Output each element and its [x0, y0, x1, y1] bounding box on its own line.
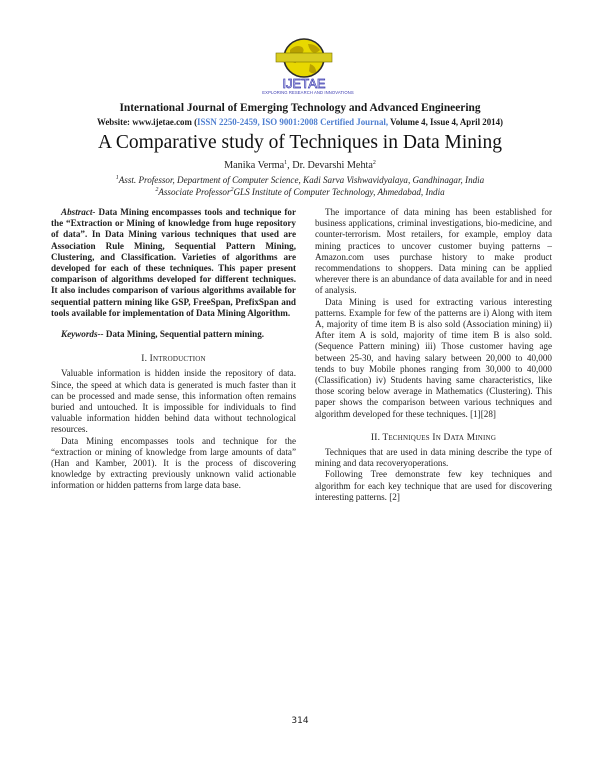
body-paragraph: Following Tree demonstrate few key techniques and algorithm for each key technique that are used for discovering interesting patterns. [2]: [315, 469, 552, 502]
website-label: Website: www.ijetae.com (: [96, 117, 198, 127]
globe-logo-icon: [270, 36, 338, 94]
affiliation-text: Asst. Professor, Department of Computer Science, Kadi Sarva Vishwavidyalaya, Gandhinagar, India: [118, 175, 485, 185]
section-heading-introduction: I. Introduction: [141, 354, 206, 365]
body-paragraph: Valuable information is hidden inside the repository of data. Since, the speed at which data is generated is much faster than it can be processed and made sense, this information often remains buried and untouched. It is impossible for individuals to find valuable information hidden behind data without technological resources.: [51, 368, 296, 435]
keywords-label: Keywords--: [61, 329, 104, 340]
author-name: Dr. Devarshi Mehta: [292, 160, 373, 171]
affiliation-text: GLS Institute of Computer Technology, Ahmedabad, India: [233, 187, 445, 197]
author-superscript: 1: [284, 160, 288, 166]
body-paragraph: Data Mining is used for extracting various interesting patterns. Example for few of the patterns are i) Along with item A, majority of time item B is also sold (Association mining) ii) After item A is sold, majority of time item B is also sold.(Sequence Pattern mining) iii) Those customer having age between 25-30, and having salary between 20,000 to 40,000 tends to buy Mobile phones ranging from 30,000 to 40,000 (Classification) iv) Students having same characteristics, like those scoring below average in Mathematics (Clustering). This paper shows the comparison between various techniques and algorithm developed for these techniques. [1][28]: [315, 296, 552, 419]
keywords-text: Data Mining, Sequential pattern mining.: [103, 329, 265, 340]
left-column: [51, 207, 296, 492]
author-superscript: 2: [372, 160, 376, 166]
svg-text:IJETAE: IJETAE: [282, 76, 326, 91]
body-paragraph: Techniques that are used in data mining describe the type of mining and data recoveryoperations.: [315, 447, 552, 469]
issn-text: ISSN 2250-2459, ISO 9001:2008 Certified Journal,: [197, 117, 389, 127]
affiliation-2: [0, 187, 600, 197]
logo-tagline: EXPLORING RESEARCH AND INNOVATIONS: [262, 90, 354, 95]
affiliation-superscript: 2: [155, 187, 159, 193]
abstract-text: Data Mining encompasses tools and technique for the “Extraction or Mining of knowledge from huge repository of data”. In Data Mining various techniques that used are Association Rule Mining, Sequential Pattern Mining, Clustering, and Classification. Varieties of algorithms are developed for each of these techniques. This paper present comparison of algorithms developed for different techniques. It also includes comparison of various algorithms available for sequential pattern mining like GSP, FreeSpan, PrefixSpan and tools available for implementation of Data Mining Algorithm.: [51, 207, 296, 318]
right-column: [315, 207, 552, 503]
author-name: Manika Verma: [224, 160, 285, 171]
body-paragraph: Data Mining encompasses tools and technique for the “extraction or mining of knowledge from large amounts of data” (Han and Kamber, 2001). It is the process of discovering knowledge by extracting previously unknown valid actionable information or hidden patterns from large data base.: [51, 435, 296, 491]
affiliation-text: Associate Professor: [158, 187, 231, 197]
journal-logo: [270, 36, 338, 94]
affiliation-superscript: 2: [230, 187, 234, 193]
affiliation-1: [0, 175, 600, 185]
volume-text: Volume 4, Issue 4, April 2014): [388, 117, 504, 127]
section-heading-techniques: II. Techniques In Data Mining: [370, 432, 497, 443]
journal-name: International Journal of Emerging Technology and Advanced Engineering: [119, 102, 481, 114]
abstract-label: Abstract-: [61, 207, 96, 217]
affiliation-superscript: 1: [115, 175, 119, 181]
keywords: [51, 329, 296, 340]
author-list: [0, 160, 600, 171]
body-paragraph: The importance of data mining has been established for business applications, criminal investigations, bio-medicine, and counter-terrorism. Most retailers, for example, employ data mining practices to uncover customer buying patterns – Amazon.com uses purchase history to make product recommendations to shoppers. Data mining can be applied wherever there is an abundance of data available for and in need of analysis.: [315, 207, 552, 296]
page-number: 314: [291, 716, 309, 726]
author-separator: ,: [287, 160, 293, 171]
paper-title: A Comparative study of Techniques in Data Mining: [98, 132, 502, 153]
journal-website-line: [0, 117, 600, 127]
abstract: [51, 207, 296, 319]
